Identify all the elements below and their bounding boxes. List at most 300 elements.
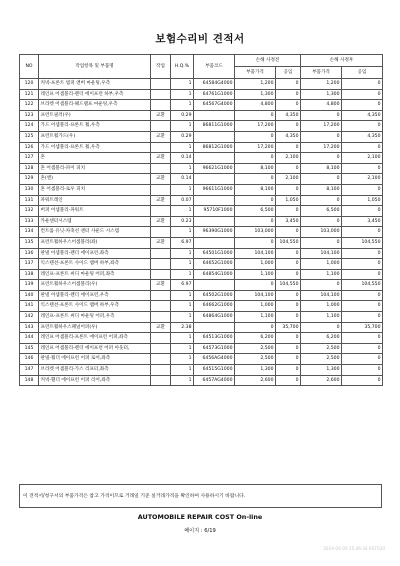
cell-labor-after: 0 (342, 269, 383, 280)
cell-item: 브라켓 어셈블리-헤드램프 마운팅,우측 (39, 100, 151, 111)
cell-labor-after: 0 (342, 301, 383, 312)
header-code: 부품코드 (194, 55, 235, 79)
cell-work (151, 259, 171, 270)
cell-item: 커넥-휀더 에이프런 어퍼 리어,좌측 (39, 375, 151, 386)
header-labor: 공임 (276, 67, 301, 79)
cell-no: 120 (20, 79, 39, 90)
table-row (20, 79, 383, 90)
cell-code (194, 195, 235, 206)
cell-item: 레인프 어셈블리-펜더 에이프런 어퍼 아웃터, (39, 343, 151, 354)
cell-item: 프런트휠하우스패널어퍼(우) (39, 322, 151, 333)
cell-code: 64854G1000 (194, 269, 235, 280)
table-row (20, 333, 383, 344)
cell-item: 프런트필러(우) (39, 110, 151, 121)
header-work: 작업 (151, 55, 171, 79)
cell-parts-price-after: 0 (301, 174, 342, 185)
header-hqs: H.Q.% (171, 55, 194, 79)
cell-code: 86812G1000 (194, 142, 235, 153)
table-row (20, 174, 383, 185)
table-row (20, 280, 383, 291)
cell-labor: 0 (276, 142, 301, 153)
cell-item: 브라켓 어셈블리-가스 리프터,좌측 (39, 365, 151, 376)
cell-work: 교환 (151, 237, 171, 248)
cell-no: 126 (20, 142, 39, 153)
cell-labor: 0 (276, 301, 301, 312)
table-row (20, 301, 383, 312)
cell-no: 148 (20, 375, 39, 386)
cell-parts-price: 2,500 (235, 354, 276, 365)
cell-parts-price: 0 (235, 110, 276, 121)
cell-parts-price-after: 0 (301, 110, 342, 121)
cell-parts-price: 4,800 (235, 100, 276, 111)
cell-item: 레인프-프론트 써디 마운팅 어퍼,우측 (39, 312, 151, 323)
cell-labor: 0 (276, 100, 301, 111)
cell-item: 익스텐션-프론트 사이드 멤버 하부,좌측 (39, 259, 151, 270)
cell-code (194, 237, 235, 248)
cell-code: 95710F1000 (194, 206, 235, 217)
header-after-group: 손해 사정후 (301, 55, 383, 67)
cell-parts-price: 104,100 (235, 248, 276, 259)
cell-labor: 0 (276, 333, 301, 344)
cell-hqs: 1 (171, 333, 194, 344)
cell-labor-after: 3,450 (342, 216, 383, 227)
cell-work: 교환 (151, 216, 171, 227)
cell-parts-price: 0 (235, 195, 276, 206)
cell-no: 137 (20, 259, 39, 270)
cell-hqs: 0.29 (171, 110, 194, 121)
cell-parts-price-after: 2,500 (301, 343, 342, 354)
cell-work (151, 227, 171, 238)
cell-labor: 104,550 (276, 280, 301, 291)
cell-item: 프런트휠하우스어셈블리(우) (39, 280, 151, 291)
cell-code: 64567G4000 (194, 100, 235, 111)
cell-hqs: 1 (171, 301, 194, 312)
disclaimer-note: 이 견적서/청구서의 부품가격은 참고 가격이므로 거래일 기준 실거래가격을 확인하여 사용하시기 바랍니다. (19, 484, 382, 508)
cell-hqs: 0.14 (171, 174, 194, 185)
cell-parts-price: 6,200 (235, 333, 276, 344)
cell-hqs: 1 (171, 259, 194, 270)
cell-work (151, 184, 171, 195)
cell-work: 교환 (151, 131, 171, 142)
cell-item: 레인프 어셈블리-프론트 에이프런 어퍼,좌측 (39, 333, 151, 344)
cell-parts-price: 104,100 (235, 290, 276, 301)
cell-labor-after: 0 (342, 290, 383, 301)
cell-parts-price: 8,100 (235, 184, 276, 195)
table-row (20, 216, 383, 227)
page-number: 페이지 : 6/19 (184, 528, 216, 534)
cell-item: 카운센터시스템 (39, 216, 151, 227)
cell-code (194, 216, 235, 227)
cell-parts-price-after: 6,200 (301, 333, 342, 344)
cell-work (151, 354, 171, 365)
cell-item: 프런트휠하우스어셈블리(좌) (39, 237, 151, 248)
cell-item: 판넬 어셈블리-펜더 에이프런,우측 (39, 290, 151, 301)
cell-parts-price-after: 1,300 (301, 365, 342, 376)
cell-labor: 0 (276, 184, 301, 195)
cell-hqs: 1 (171, 375, 194, 386)
cell-parts-price-after: 104,100 (301, 248, 342, 259)
cell-item: 혼 어셈블리-로우 피치 (39, 184, 151, 195)
cell-hqs: 0.23 (171, 216, 194, 227)
cell-item: 파워트레인 (39, 195, 151, 206)
cell-parts-price: 1,100 (235, 312, 276, 323)
table-row (20, 121, 383, 132)
cell-work (151, 142, 171, 153)
cell-parts-price-after: 17,200 (301, 121, 342, 132)
cell-labor-after: 0 (342, 121, 383, 132)
footer-title: AUTOMOBILE REPAIR COST On-line (137, 513, 263, 521)
cell-item: 레인프 어셈블리-펜더 에이프런 하부,우측 (39, 89, 151, 100)
cell-code: 64501G1000 (194, 248, 235, 259)
cell-labor: 0 (276, 121, 301, 132)
cell-labor: 3,450 (276, 216, 301, 227)
cell-work (151, 312, 171, 323)
header-parts-price: 부품가격 (235, 67, 276, 79)
cell-labor: 35,700 (276, 322, 301, 333)
cell-no: 146 (20, 354, 39, 365)
cell-parts-price-after: 104,100 (301, 290, 342, 301)
cell-work (151, 375, 171, 386)
cell-code (194, 110, 235, 121)
table-row (20, 227, 383, 238)
cell-parts-price: 0 (235, 322, 276, 333)
cell-labor-after: 4,350 (342, 110, 383, 121)
cell-no: 136 (20, 248, 39, 259)
cell-item: 판넬 어셈블리-펜더 에이프런,좌측 (39, 248, 151, 259)
cell-no: 124 (20, 121, 39, 132)
cell-labor: 4,350 (276, 131, 301, 142)
cell-work (151, 333, 171, 344)
cell-hqs: 1 (171, 206, 194, 217)
cell-parts-price-after: 4,800 (301, 100, 342, 111)
cell-code: 96390G1000 (194, 227, 235, 238)
cell-code: 64662G1000 (194, 301, 235, 312)
cell-parts-price: 1,300 (235, 89, 276, 100)
cell-code: 64502G1000 (194, 290, 235, 301)
cell-parts-price-after: 1,200 (301, 79, 342, 90)
cell-parts-price: 6,500 (235, 206, 276, 217)
cell-no: 135 (20, 237, 39, 248)
cell-parts-price: 17,200 (235, 121, 276, 132)
cell-labor: 4,350 (276, 110, 301, 121)
cell-parts-price-after: 1,300 (301, 89, 342, 100)
cell-labor-after: 0 (342, 375, 383, 386)
cell-labor: 0 (276, 365, 301, 376)
cell-no: 127 (20, 153, 39, 164)
cell-parts-price-after: 0 (301, 216, 342, 227)
cell-labor-after: 0 (342, 89, 383, 100)
cell-no: 144 (20, 333, 39, 344)
cell-work: 교환 (151, 153, 171, 164)
table-row (20, 100, 383, 111)
cell-hqs: 1 (171, 269, 194, 280)
cell-no: 147 (20, 365, 39, 376)
cell-code (194, 153, 235, 164)
cell-code: 64652G1000 (194, 259, 235, 270)
table-row (20, 290, 383, 301)
cell-work (151, 269, 171, 280)
cell-work (151, 301, 171, 312)
table-row (20, 269, 383, 280)
cell-work (151, 79, 171, 90)
cell-work (151, 365, 171, 376)
cell-work (151, 248, 171, 259)
cell-no: 145 (20, 343, 39, 354)
cell-labor-after: 0 (342, 259, 383, 270)
cell-work (151, 121, 171, 132)
cell-code: 64515G1000 (194, 365, 235, 376)
table-row (20, 142, 383, 153)
cell-parts-price-after: 0 (301, 195, 342, 206)
estimate-table (19, 54, 383, 386)
cell-no: 123 (20, 110, 39, 121)
cell-parts-price-after: 0 (301, 153, 342, 164)
cell-no: 122 (20, 100, 39, 111)
cell-code: 6457AG4000 (194, 375, 235, 386)
cell-work (151, 89, 171, 100)
cell-parts-price: 0 (235, 153, 276, 164)
header-item: 작업항목 및 부품명 (39, 55, 151, 79)
cell-parts-price-after: 0 (301, 131, 342, 142)
cell-labor: 0 (276, 79, 301, 90)
cell-labor: 0 (276, 89, 301, 100)
cell-labor: 0 (276, 290, 301, 301)
cell-item: 컨트롤 유닛-차축선 센터 사운드 시스템 (39, 227, 151, 238)
cell-labor-after: 0 (342, 343, 383, 354)
cell-work: 교환 (151, 110, 171, 121)
cell-no: 128 (20, 163, 39, 174)
cell-parts-price: 8,100 (235, 163, 276, 174)
cell-hqs: 1 (171, 142, 194, 153)
cell-work (151, 206, 171, 217)
cell-parts-price: 1,000 (235, 259, 276, 270)
cell-hqs: 1 (171, 89, 194, 100)
cell-parts-price: 0 (235, 237, 276, 248)
table-row (20, 131, 383, 142)
cell-parts-price: 0 (235, 174, 276, 185)
cell-no: 125 (20, 131, 39, 142)
cell-parts-price-after: 103,000 (301, 227, 342, 238)
document-title: 보험수리비 견적서 (155, 33, 245, 45)
cell-code: 86811G1000 (194, 121, 235, 132)
cell-parts-price: 0 (235, 216, 276, 227)
cell-code: 96621G1000 (194, 163, 235, 174)
cell-code: 6456AG4000 (194, 354, 235, 365)
cell-item: 레인프-프론트 써디 마운팅 어퍼,좌측 (39, 269, 151, 280)
cell-no: 133 (20, 216, 39, 227)
cell-hqs: 2.38 (171, 322, 194, 333)
cell-item: 익스텐션-프론트 사이드 멤버 하부,우측 (39, 301, 151, 312)
cell-item: 버퍼 어셈블리-파워트 (39, 206, 151, 217)
cell-hqs: 1 (171, 100, 194, 111)
header-before-group: 손해 사정전 (235, 55, 301, 67)
table-row (20, 110, 383, 121)
cell-no: 130 (20, 184, 39, 195)
cell-code: 64584G4000 (194, 79, 235, 90)
cell-work (151, 343, 171, 354)
cell-labor-after: 0 (342, 354, 383, 365)
table-row (20, 153, 383, 164)
cell-labor: 0 (276, 206, 301, 217)
cell-parts-price-after: 0 (301, 322, 342, 333)
cell-labor-after: 0 (342, 100, 383, 111)
cell-no: 138 (20, 269, 39, 280)
table-row (20, 312, 383, 323)
cell-hqs: 1 (171, 365, 194, 376)
cell-work (151, 100, 171, 111)
cell-parts-price-after: 2,600 (301, 375, 342, 386)
cell-hqs: 1 (171, 343, 194, 354)
cell-no: 140 (20, 290, 39, 301)
cell-labor: 0 (276, 354, 301, 365)
cell-code: 64864G1000 (194, 312, 235, 323)
cell-labor: 2,100 (276, 153, 301, 164)
cell-labor: 0 (276, 248, 301, 259)
cell-no: 132 (20, 206, 39, 217)
cell-labor-after: 2,100 (342, 153, 383, 164)
cell-hqs: 1 (171, 121, 194, 132)
header-parts-price-after: 부품가격 (301, 67, 342, 79)
cell-labor-after: 0 (342, 312, 383, 323)
cell-labor: 104,550 (276, 237, 301, 248)
cell-parts-price: 1,100 (235, 269, 276, 280)
print-timestamp: 2024-04-05 15:46:34 KST030 (323, 546, 385, 551)
cell-labor-after: 0 (342, 206, 383, 217)
cell-parts-price-after: 1,100 (301, 269, 342, 280)
cell-code: 64513G1000 (194, 333, 235, 344)
cell-work (151, 290, 171, 301)
table-row (20, 206, 383, 217)
cell-work: 교환 (151, 174, 171, 185)
cell-hqs: 0.14 (171, 153, 194, 164)
cell-labor: 0 (276, 312, 301, 323)
cell-item: 혼(엔) (39, 174, 151, 185)
cell-code (194, 322, 235, 333)
cell-item: 프런트휠가드(우) (39, 131, 151, 142)
table-row (20, 322, 383, 333)
cell-no: 129 (20, 174, 39, 185)
table-row (20, 237, 383, 248)
cell-parts-price-after: 1,100 (301, 312, 342, 323)
cell-labor: 0 (276, 375, 301, 386)
cell-hqs: 6.97 (171, 280, 194, 291)
cell-hqs: 1 (171, 163, 194, 174)
cell-parts-price: 1,300 (235, 365, 276, 376)
cell-labor-after: 0 (342, 365, 383, 376)
cell-parts-price: 1,000 (235, 301, 276, 312)
cell-labor-after: 0 (342, 184, 383, 195)
cell-code: 96611G1000 (194, 184, 235, 195)
cell-item: 혼 어셈블리-파이 피치 (39, 163, 151, 174)
cell-parts-price: 1,200 (235, 79, 276, 90)
cell-labor-after: 104,550 (342, 280, 383, 291)
header-no: NO (20, 55, 39, 79)
cell-work (151, 163, 171, 174)
table-header (20, 55, 383, 79)
cell-parts-price-after: 8,100 (301, 163, 342, 174)
cell-labor-after: 0 (342, 248, 383, 259)
table-body (20, 79, 383, 386)
cell-labor: 0 (276, 269, 301, 280)
cell-work: 교환 (151, 195, 171, 206)
cell-parts-price-after: 0 (301, 237, 342, 248)
cell-hqs: 1 (171, 312, 194, 323)
cell-parts-price-after: 0 (301, 280, 342, 291)
cell-hqs: 1 (171, 227, 194, 238)
cell-labor-after: 4,350 (342, 131, 383, 142)
table-row (20, 248, 383, 259)
cell-parts-price-after: 1,000 (301, 259, 342, 270)
cell-parts-price: 2,600 (235, 375, 276, 386)
cell-hqs: 1 (171, 248, 194, 259)
cell-no: 139 (20, 280, 39, 291)
cell-hqs: 1 (171, 354, 194, 365)
cell-work: 교환 (151, 322, 171, 333)
cell-no: 141 (20, 301, 39, 312)
cell-labor: 0 (276, 259, 301, 270)
cell-labor-after: 0 (342, 333, 383, 344)
cell-item: 판넬-휠더 에이프런 어퍼 로어,좌측 (39, 354, 151, 365)
header-labor-after: 공임 (342, 67, 383, 79)
table-row (20, 259, 383, 270)
cell-no: 142 (20, 312, 39, 323)
table-row (20, 365, 383, 376)
cell-parts-price-after: 17,200 (301, 142, 342, 153)
cell-labor: 0 (276, 343, 301, 354)
cell-labor: 1,050 (276, 195, 301, 206)
cell-parts-price-after: 6,500 (301, 206, 342, 217)
cell-code (194, 280, 235, 291)
cell-labor-after: 2,100 (342, 174, 383, 185)
cell-no: 134 (20, 227, 39, 238)
cell-labor-after: 0 (342, 227, 383, 238)
table-row (20, 354, 383, 365)
cell-item: 가드 어셈블리-프론트 휠,우측 (39, 142, 151, 153)
cell-code (194, 131, 235, 142)
cell-hqs: 0.07 (171, 195, 194, 206)
cell-hqs: 1 (171, 290, 194, 301)
cell-code: 64573G1000 (194, 343, 235, 354)
cell-parts-price: 0 (235, 131, 276, 142)
cell-parts-price-after: 2,500 (301, 354, 342, 365)
cell-no: 121 (20, 89, 39, 100)
cell-labor: 2,100 (276, 174, 301, 185)
cell-no: 143 (20, 322, 39, 333)
cell-code (194, 174, 235, 185)
cell-code: 64761G1000 (194, 89, 235, 100)
cell-work: 교환 (151, 280, 171, 291)
cell-parts-price: 2,500 (235, 343, 276, 354)
cell-labor-after: 35,700 (342, 322, 383, 333)
cell-hqs: 0.29 (171, 131, 194, 142)
table-row (20, 375, 383, 386)
cell-item: 커넥-프론트 범퍼 앤버 마운팅,우측 (39, 79, 151, 90)
table-row (20, 343, 383, 354)
table-row (20, 195, 383, 206)
cell-labor: 0 (276, 227, 301, 238)
cell-parts-price-after: 1,000 (301, 301, 342, 312)
cell-parts-price: 17,200 (235, 142, 276, 153)
cell-labor-after: 0 (342, 142, 383, 153)
cell-parts-price: 103,000 (235, 227, 276, 238)
cell-hqs: 1 (171, 79, 194, 90)
cell-labor-after: 0 (342, 79, 383, 90)
cell-hqs: 1 (171, 184, 194, 195)
table-row (20, 163, 383, 174)
cell-labor: 0 (276, 163, 301, 174)
table-row (20, 89, 383, 100)
cell-parts-price: 0 (235, 280, 276, 291)
